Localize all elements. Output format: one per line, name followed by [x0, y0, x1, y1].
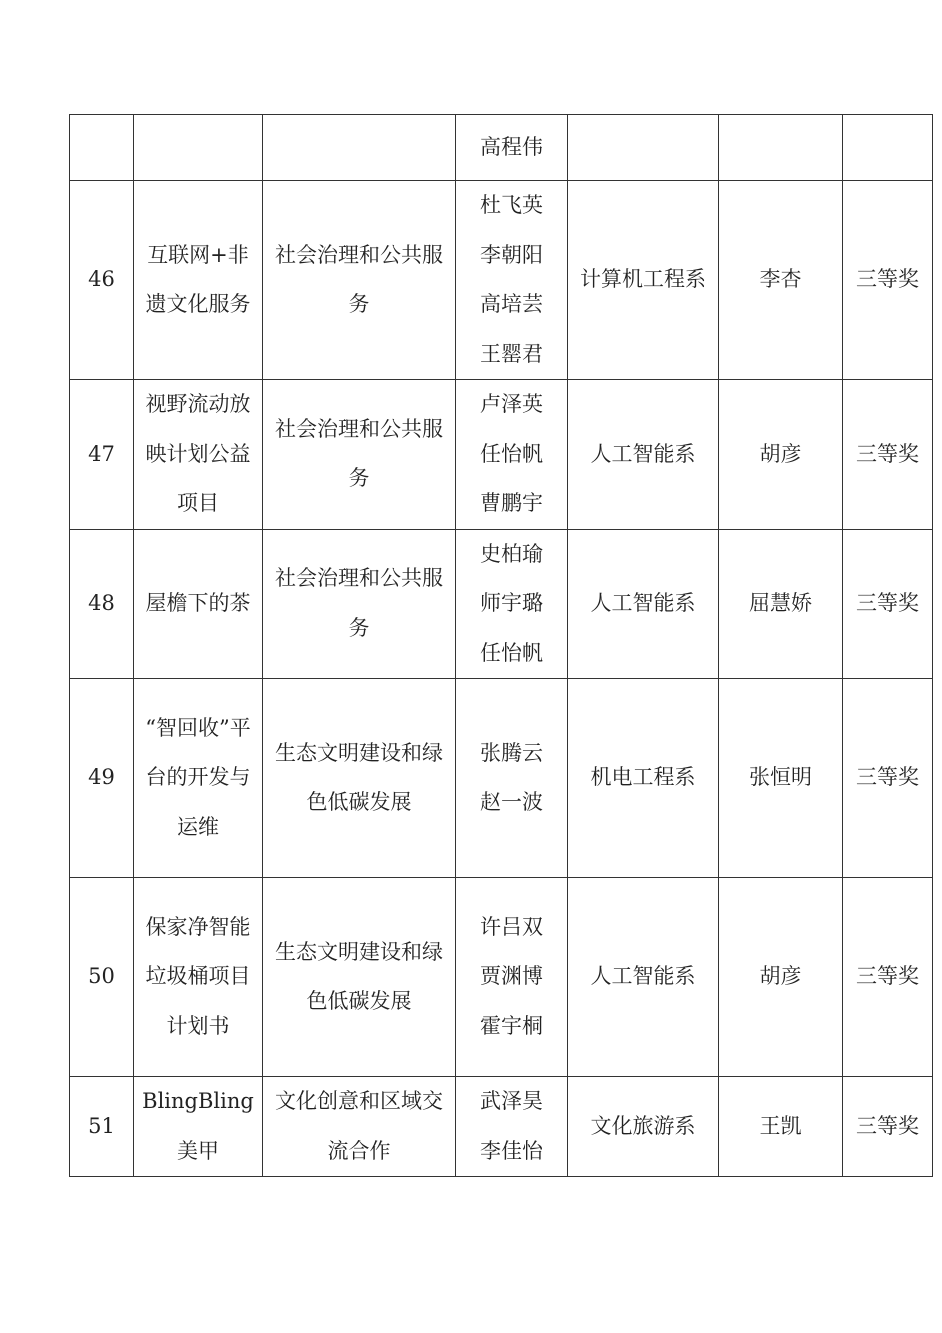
award-table: [69, 114, 933, 1177]
award: 三等奖: [843, 529, 933, 679]
tutor: 胡彦: [719, 878, 843, 1077]
row-number: 49: [70, 679, 134, 878]
project-name: [134, 115, 263, 181]
team-members: [456, 679, 568, 878]
department: 文化旅游系: [568, 1077, 719, 1177]
project-category: [263, 529, 456, 679]
row-number: 51: [70, 1077, 134, 1177]
project-category-text: 文化创意和区域交流合作: [275, 1089, 443, 1163]
row-number: [70, 115, 134, 181]
department: 人工智能系: [568, 529, 719, 679]
member-name: 李佳怡: [480, 1138, 543, 1163]
member-name: 师宇璐: [480, 591, 543, 615]
project-name-text: BlingBling美甲: [142, 1089, 254, 1163]
table-row: [70, 181, 933, 380]
project-name-text: “智回收”平台的开发与运维: [145, 715, 251, 839]
tutor: 王凯: [719, 1077, 843, 1177]
row-number: 48: [70, 529, 134, 679]
project-category-text: 社会治理和公共服务: [275, 566, 443, 640]
member-name: 李朝阳: [480, 242, 543, 267]
team-members: [456, 380, 568, 530]
tutor: 屈慧娇: [719, 529, 843, 679]
project-name-text: 屋檐下的茶: [145, 591, 251, 615]
project-name: [134, 529, 263, 679]
department: [568, 181, 719, 380]
tutor: 胡彦: [719, 380, 843, 530]
award: 三等奖: [843, 380, 933, 530]
member-name: 贾渊博: [480, 964, 543, 989]
team-members: [456, 878, 568, 1077]
project-category: [263, 181, 456, 380]
award: 三等奖: [843, 181, 933, 380]
department: 人工智能系: [568, 878, 719, 1077]
award: 三等奖: [843, 679, 933, 878]
row-number: 50: [70, 878, 134, 1077]
team-members: [456, 115, 568, 181]
award: 三等奖: [843, 1077, 933, 1177]
table-row: [70, 679, 933, 878]
member-name: 任怡帆: [480, 441, 543, 466]
department: 机电工程系: [568, 679, 719, 878]
project-category: [263, 115, 456, 181]
member-name: 任怡帆: [480, 640, 543, 665]
member-name: 许吕双: [480, 914, 543, 939]
department: 人工智能系: [568, 380, 719, 530]
member-name: 霍宇桐: [480, 1013, 543, 1038]
member-name: 王罂君: [480, 341, 543, 366]
table-row: [70, 380, 933, 530]
project-name-text: 互联网+非遗文化服务: [145, 242, 251, 316]
project-category: [263, 1077, 456, 1177]
tutor: [719, 115, 843, 181]
table-row: [70, 1077, 933, 1177]
project-name: [134, 181, 263, 380]
row-number: 47: [70, 380, 134, 530]
project-name-text: 保家净智能垃圾桶项目计划书: [145, 914, 251, 1038]
tutor: 李杏: [719, 181, 843, 380]
project-category-text: 生态文明建设和绿色低碳发展: [275, 939, 443, 1013]
award: 三等奖: [843, 878, 933, 1077]
project-category-text: 社会治理和公共服务: [275, 242, 443, 316]
member-name: 杜飞英: [480, 193, 543, 217]
member-name: 曹鹏宇: [480, 491, 543, 515]
member-name: 高程伟: [480, 134, 543, 159]
project-category: [263, 679, 456, 878]
member-name: 高培芸: [480, 292, 543, 316]
project-name: [134, 1077, 263, 1177]
project-category: [263, 380, 456, 530]
table-row: [70, 878, 933, 1077]
project-category-text: 社会治理和公共服务: [275, 416, 443, 491]
member-name: 赵一波: [480, 790, 543, 814]
member-name: 张腾云: [480, 740, 543, 765]
project-name: [134, 679, 263, 878]
award: [843, 115, 933, 181]
member-name: 武泽昊: [480, 1089, 543, 1113]
project-name: [134, 380, 263, 530]
project-name: [134, 878, 263, 1077]
team-members: [456, 529, 568, 679]
member-name: 史柏瑜: [480, 541, 543, 566]
project-name-text: 视野流动放映计划公益项目: [145, 392, 251, 515]
table-row: [70, 529, 933, 679]
team-members: [456, 181, 568, 380]
table-row: [70, 115, 933, 181]
tutor: 张恒明: [719, 679, 843, 878]
department: [568, 115, 719, 181]
member-name: 卢泽英: [480, 392, 543, 416]
row-number: 46: [70, 181, 134, 380]
project-category-text: 生态文明建设和绿色低碳发展: [275, 740, 443, 814]
department-text: 计算机工程系: [580, 267, 706, 292]
project-category: [263, 878, 456, 1077]
team-members: [456, 1077, 568, 1177]
